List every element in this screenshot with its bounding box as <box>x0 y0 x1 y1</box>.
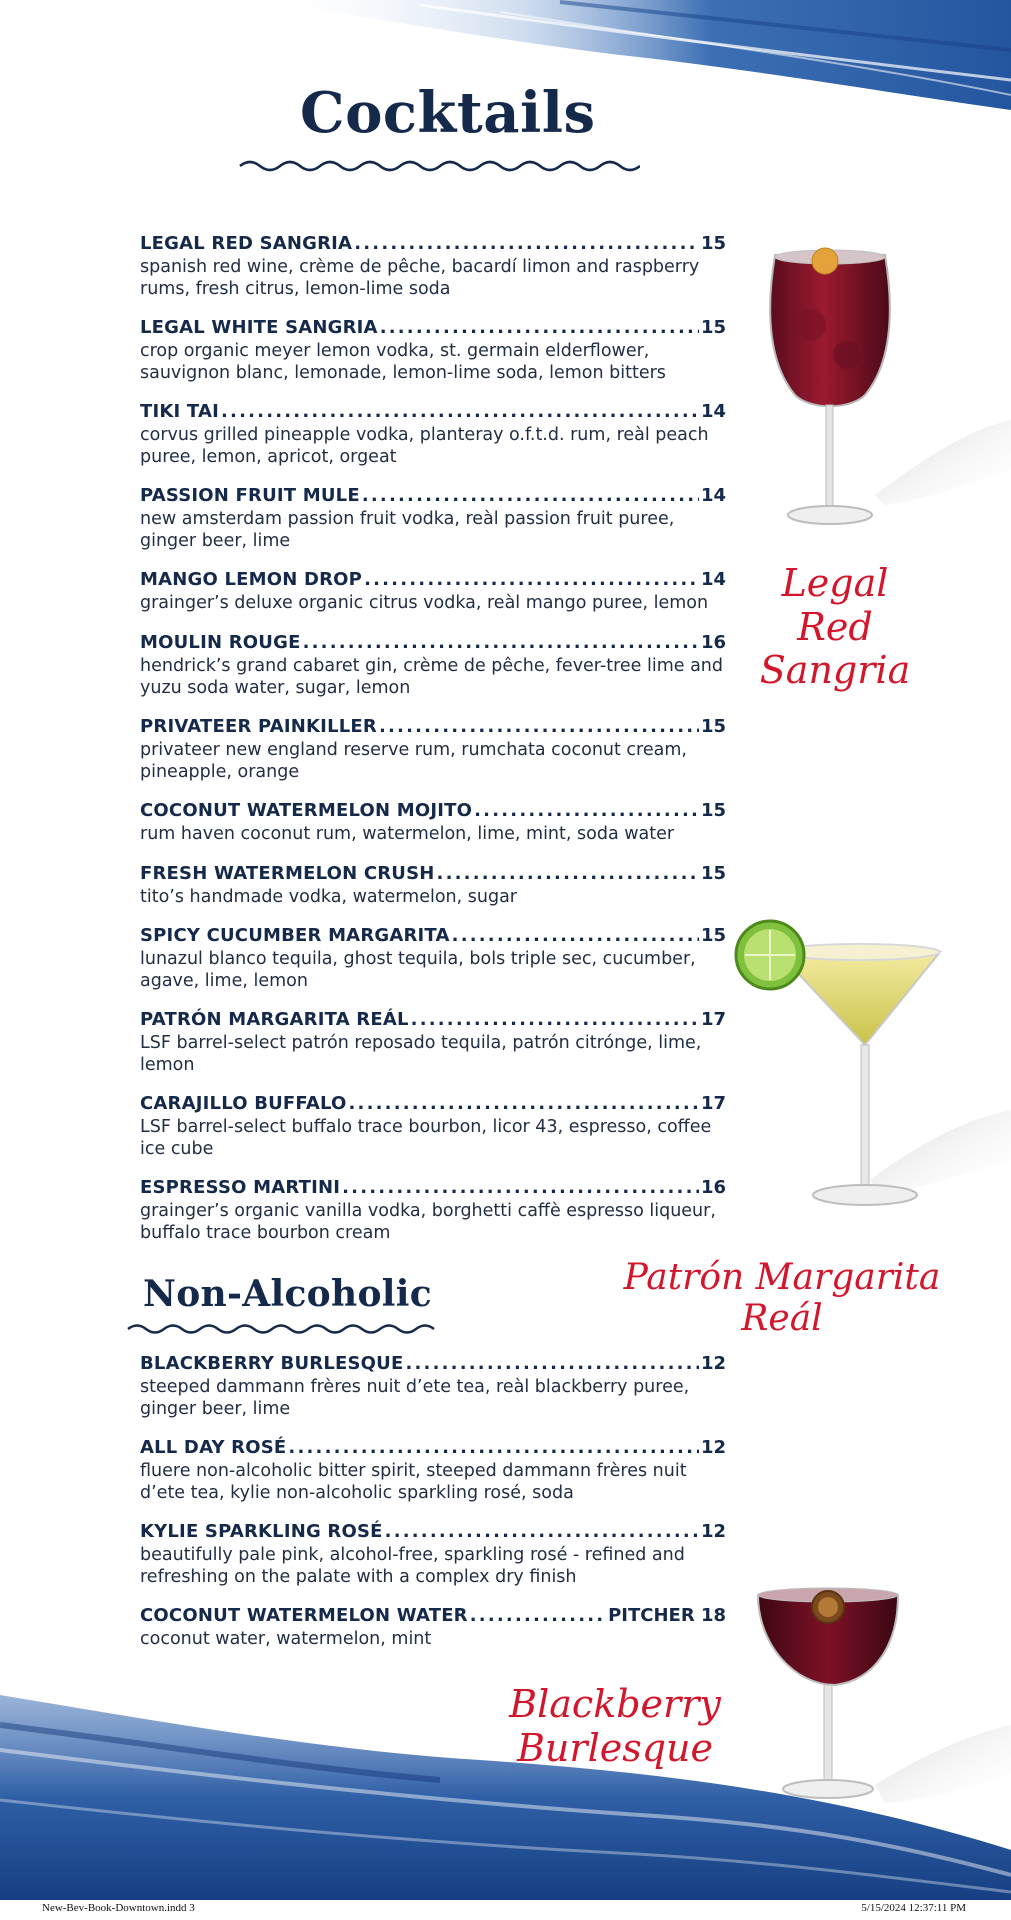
item-description: LSF barrel-select patrón reposado tequila, patrón citrónge, lime, lemon <box>140 1033 702 1075</box>
menu-item <box>140 1437 726 1504</box>
section-wave-divider <box>126 1322 442 1336</box>
item-description: corvus grilled pineapple vodka, planteray o.f.t.d. rum, reàl peach puree, lemon, apricot, orgeat <box>140 425 709 467</box>
menu-item <box>140 925 726 992</box>
item-price: 15 <box>700 233 726 254</box>
footer-timestamp: 5/15/2024 12:37:11 PM <box>861 1902 966 1914</box>
item-name: LEGAL RED SANGRIA <box>140 233 353 254</box>
dot-leader <box>405 1353 698 1375</box>
menu-item <box>140 401 726 468</box>
item-price: 16 <box>700 632 726 653</box>
dot-leader <box>379 716 699 738</box>
menu-item <box>140 233 726 300</box>
blackberry-burlesque-glass-image <box>755 1585 1011 1835</box>
item-price: 14 <box>700 569 726 590</box>
item-description: beautifully pale pink, alcohol-free, sparkling rosé - refined and refreshing on the palate with a complex dry finish <box>140 1545 685 1587</box>
item-price: 15 <box>700 800 726 821</box>
item-price: 17 <box>700 1009 726 1030</box>
dot-leader <box>349 1093 699 1115</box>
menu-item <box>140 800 726 845</box>
dot-leader <box>288 1437 699 1459</box>
dot-leader <box>354 233 699 255</box>
item-price: 15 <box>700 925 726 946</box>
item-description: LSF barrel-select buffalo trace bourbon, licor 43, espresso, coffee ice cube <box>140 1117 712 1159</box>
menu-item <box>140 1605 726 1650</box>
item-name: CARAJILLO BUFFALO <box>140 1093 347 1114</box>
menu-item <box>140 1009 726 1076</box>
item-price: 12 <box>700 1437 726 1458</box>
dot-leader <box>452 925 699 947</box>
item-price: 15 <box>700 317 726 338</box>
item-description: new amsterdam passion fruit vodka, reàl passion fruit puree, ginger beer, lime <box>140 509 675 551</box>
footer-file-info: New-Bev-Book-Downtown.indd 3 <box>42 1902 195 1914</box>
dot-leader <box>437 863 699 885</box>
item-description: tito’s handmade vodka, watermelon, sugar <box>140 887 517 907</box>
item-name: LEGAL WHITE SANGRIA <box>140 317 378 338</box>
item-name: SPICY CUCUMBER MARGARITA <box>140 925 450 946</box>
item-name: PRIVATEER PAINKILLER <box>140 716 377 737</box>
item-price: 14 <box>700 401 726 422</box>
menu-item <box>140 863 726 908</box>
item-description: crop organic meyer lemon vodka, st. germain elderflower, sauvignon blanc, lemonade, lemon-lime soda, lemon bitters <box>140 341 666 383</box>
item-price: 12 <box>700 1521 726 1542</box>
dot-leader <box>364 569 699 591</box>
item-name: COCONUT WATERMELON MOJITO <box>140 800 473 821</box>
item-name: PASSION FRUIT MULE <box>140 485 360 506</box>
menu-item <box>140 1521 726 1588</box>
item-description: privateer new england reserve rum, rumchata coconut cream, pineapple, orange <box>140 740 687 782</box>
caption-patron-margarita-real: Patrón Margarita Reál <box>623 1257 941 1340</box>
item-description: fluere non-alcoholic bitter spirit, steeped dammann frères nuit d’ete tea, kylie non-alcoholic sparkling rosé, soda <box>140 1461 687 1503</box>
dot-leader <box>470 1605 606 1627</box>
item-price: PITCHER 18 <box>608 1605 726 1626</box>
item-price: 15 <box>700 863 726 884</box>
item-name: BLACKBERRY BURLESQUE <box>140 1353 404 1374</box>
item-description: spanish red wine, crème de pêche, bacardí limon and raspberry rums, fresh citrus, lemon-lime soda <box>140 257 700 299</box>
item-name: KYLIE SPARKLING ROSÉ <box>140 1521 383 1542</box>
menu-item <box>140 1177 726 1244</box>
item-name: MANGO LEMON DROP <box>140 569 363 590</box>
item-name: MOULIN ROUGE <box>140 632 301 653</box>
caption-blackberry-burlesque: Blackberry Burlesque <box>509 1682 721 1770</box>
dot-leader <box>380 317 699 339</box>
dot-leader <box>303 632 699 654</box>
dot-leader <box>362 485 699 507</box>
dot-leader <box>411 1009 699 1031</box>
item-description: grainger’s organic vanilla vodka, borghetti caffè espresso liqueur, buffalo trace bourbon cream <box>140 1201 716 1243</box>
dot-leader <box>221 401 699 423</box>
menu-item <box>140 1093 726 1160</box>
menu-item <box>140 1353 726 1420</box>
title-wave-divider <box>238 158 640 174</box>
red-sangria-glass-image <box>755 245 1011 550</box>
item-price: 12 <box>700 1353 726 1374</box>
item-name: PATRÓN MARGARITA REÁL <box>140 1009 409 1030</box>
page-title: Cocktails <box>300 80 596 146</box>
menu-item <box>140 716 726 783</box>
menu-item <box>140 317 726 384</box>
item-price: 15 <box>700 716 726 737</box>
item-description: rum haven coconut rum, watermelon, lime, mint, soda water <box>140 824 675 844</box>
menu-item <box>140 632 726 699</box>
caption-legal-red-sangria: Legal Red Sangria <box>759 561 911 693</box>
menu-item <box>140 569 726 614</box>
margarita-glass-image <box>730 910 1011 1230</box>
dot-leader <box>385 1521 699 1543</box>
menu-item <box>140 485 726 552</box>
item-name: FRESH WATERMELON CRUSH <box>140 863 435 884</box>
item-name: TIKI TAI <box>140 401 219 422</box>
item-description: lunazul blanco tequila, ghost tequila, bols triple sec, cucumber, agave, lime, lemon <box>140 949 696 991</box>
item-description: hendrick’s grand cabaret gin, crème de pêche, fever-tree lime and yuzu soda water, sugar, lemon <box>140 656 723 698</box>
item-name: ALL DAY ROSÉ <box>140 1437 287 1458</box>
section-title-non-alcoholic: Non-Alcoholic <box>143 1273 432 1315</box>
item-price: 16 <box>700 1177 726 1198</box>
dot-leader <box>342 1177 699 1199</box>
item-description: coconut water, watermelon, mint <box>140 1629 432 1649</box>
item-price: 17 <box>700 1093 726 1114</box>
item-name: ESPRESSO MARTINI <box>140 1177 341 1198</box>
item-description: steeped dammann frères nuit d’ete tea, reàl blackberry puree, ginger beer, lime <box>140 1377 690 1419</box>
item-price: 14 <box>700 485 726 506</box>
dot-leader <box>474 800 699 822</box>
item-description: grainger’s deluxe organic citrus vodka, reàl mango puree, lemon <box>140 593 709 613</box>
item-name: COCONUT WATERMELON WATER <box>140 1605 468 1626</box>
